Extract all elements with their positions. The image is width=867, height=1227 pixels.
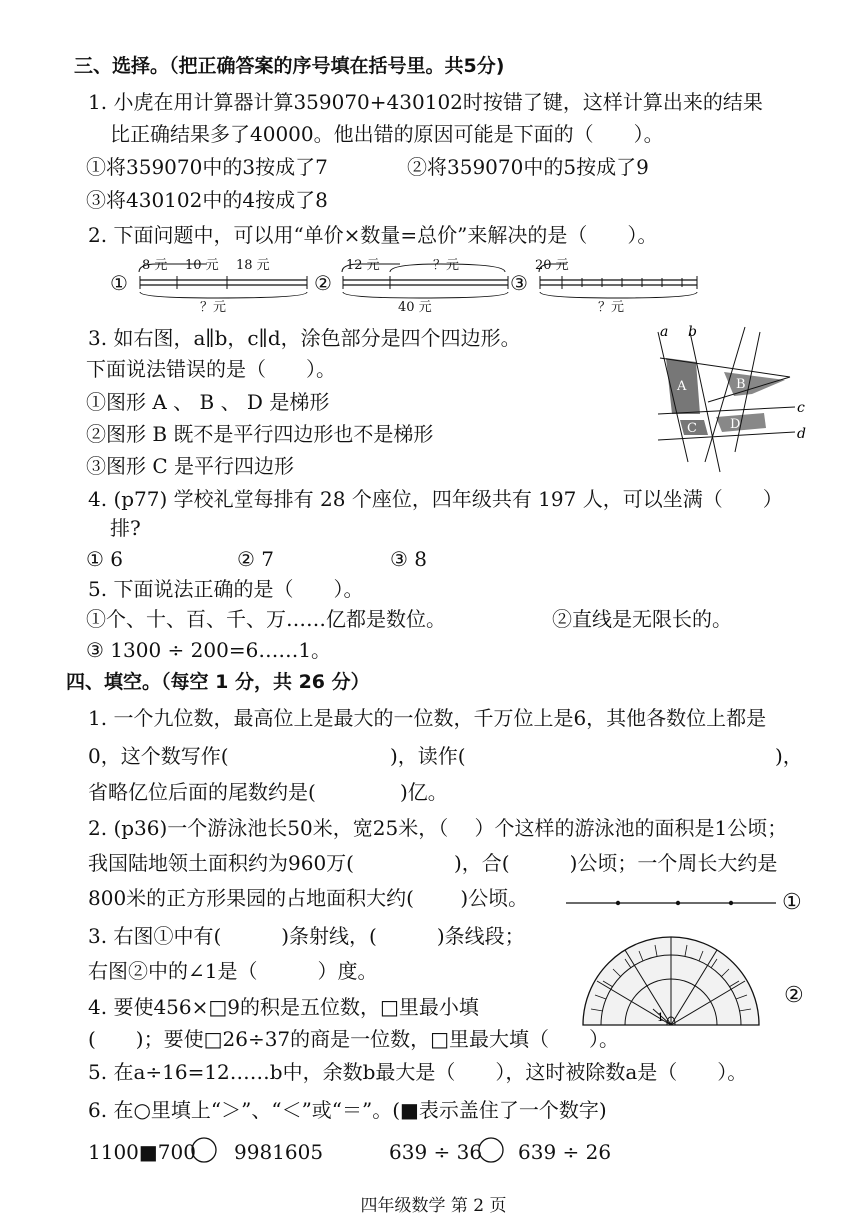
q2-d2-label-unknown: ？元	[433, 258, 460, 273]
q3-label-C: C	[687, 421, 697, 436]
q2-diagram3-marker: ③	[510, 271, 528, 295]
q3-label-B: B	[736, 377, 746, 392]
section-3-title: 三、选择。（把正确答案的序号填在括号里。共5分)	[74, 55, 505, 77]
q3-label-a: a	[660, 324, 669, 340]
q5-option1: ①个、十、百、千、万……亿都是数位。	[86, 607, 446, 631]
f1-line3-b: )亿。	[400, 780, 448, 804]
q4-option3: ③ 8	[390, 547, 428, 571]
q4-option1: ① 6	[86, 547, 124, 571]
f3-protractor	[573, 917, 773, 1032]
q1-option3: ③将430102中的4按成了8	[86, 188, 328, 212]
f3-line2: 右图②中的∠1是（ ）度。	[88, 959, 378, 983]
f6-expr1-right: 9981605	[234, 1140, 324, 1164]
f3-figure1-label: ①	[782, 890, 802, 915]
q3-label-D: D	[730, 417, 741, 432]
q2-d1-label-10: 10 元	[185, 258, 219, 273]
q1-line2: 比正确结果多了40000。他出错的原因可能是下面的（ ）。	[110, 122, 664, 146]
q3-figure	[650, 322, 820, 472]
q3-line2: 下面说法错误的是（ ）。	[86, 357, 336, 381]
f1-line3-a: 省略亿位后面的尾数约是(	[88, 780, 316, 804]
q2-d1-label-total: ？元	[200, 300, 227, 315]
q2-d1-label-8: 8 元	[142, 258, 168, 273]
q3-line1: 3. 如右图，a∥b，c∥d，涂色部分是四个四边形。	[88, 326, 521, 350]
f1-line2-c: )，	[775, 744, 803, 768]
f6-compare-circle-2[interactable]	[477, 1136, 507, 1166]
q3-option1: ①图形 A 、 B 、 D 是梯形	[86, 390, 330, 414]
q4-option2: ② 7	[237, 547, 275, 571]
f6-expr2-left: 639 ÷ 36	[389, 1140, 483, 1164]
f1-line2-a: 0，这个数写作(	[88, 744, 229, 768]
f6-compare-circle-1[interactable]	[190, 1136, 220, 1166]
q3-label-c: c	[797, 400, 805, 416]
q2-d3-label-unknown: ？元	[598, 300, 625, 315]
f6-expr1-left: 1100■700	[88, 1140, 196, 1164]
q2-line: 2. 下面问题中，可以用“单价×数量=总价”来解决的是（ ）。	[88, 223, 658, 247]
q4-line1: 4. (p77) 学校礼堂每排有 28 个座位，四年级共有 197 人，可以坐满（ ）	[88, 487, 783, 511]
q3-option3: ③图形 C 是平行四边形	[86, 454, 295, 478]
q5-option3: ③ 1300 ÷ 200=6……1。	[86, 638, 332, 662]
q2-d1-label-18: 18 元	[236, 258, 270, 273]
page-footer: 四年级数学 第 2 页	[360, 1196, 507, 1216]
f6-expr2-right: 639 ÷ 26	[518, 1140, 612, 1164]
f1-line1: 1. 一个九位数，最高位上是最大的一位数，千万位上是6，其他各数位上都是	[88, 706, 767, 730]
f3-figure2-label: ②	[784, 983, 804, 1008]
f3-angle-label: 1	[657, 1011, 664, 1024]
q2-diagram1-marker: ①	[110, 271, 128, 295]
q3-label-A: A	[677, 379, 687, 394]
q3-label-d: d	[797, 426, 806, 442]
f4-line2: ( )；要使□26÷37的商是一位数，□里最大填（ ）。	[88, 1027, 620, 1051]
q3-label-b: b	[688, 324, 697, 340]
f6-line: 6. 在○里填上“＞”、“＜”或“＝”。(■表示盖住了一个数字)	[88, 1098, 607, 1122]
q4-line2: 排?	[110, 516, 141, 540]
q2-d3-label-20: 20 元	[535, 258, 569, 273]
f2-line2: 我国陆地领土面积约为960万( )，合( )公顷；一个周长大约是	[88, 851, 778, 875]
q1-option2: ②将359070中的5按成了9	[407, 155, 649, 179]
f2-line3: 800米的正方形果园的占地面积大约( )公顷。	[88, 886, 529, 910]
q1-option1: ①将359070中的3按成了7	[86, 155, 328, 179]
q1-line1: 1. 小虎在用计算器计算359070+430102时按错了键，这样计算出来的结果	[88, 90, 763, 114]
f5-line: 5. 在a÷16=12……b中，余数b最大是（ ），这时被除数a是（ ）。	[88, 1060, 748, 1084]
q2-d2-label-40: 40 元	[398, 300, 432, 315]
f2-line1: 2. (p36)一个游泳池长50米，宽25米，（ ）个这样的游泳池的面积是1公顷；	[88, 816, 788, 840]
f3-figure1-line	[566, 893, 816, 913]
q5-option2: ②直线是无限长的。	[552, 607, 732, 631]
q2-d2-label-12: 12 元	[346, 258, 380, 273]
f4-line1: 4. 要使456×□9的积是五位数，□里最小填	[88, 995, 479, 1019]
q5-line: 5. 下面说法正确的是（ ）。	[88, 577, 364, 601]
section-4-title: 四、填空。（每空 1 分，共 26 分）	[66, 671, 370, 693]
f3-line1: 3. 右图①中有( )条射线，( )条线段；	[88, 924, 525, 948]
f1-line2-b: )，读作(	[390, 744, 466, 768]
q2-diagram2-marker: ②	[314, 271, 332, 295]
q3-option2: ②图形 B 既不是平行四边形也不是梯形	[86, 422, 434, 446]
